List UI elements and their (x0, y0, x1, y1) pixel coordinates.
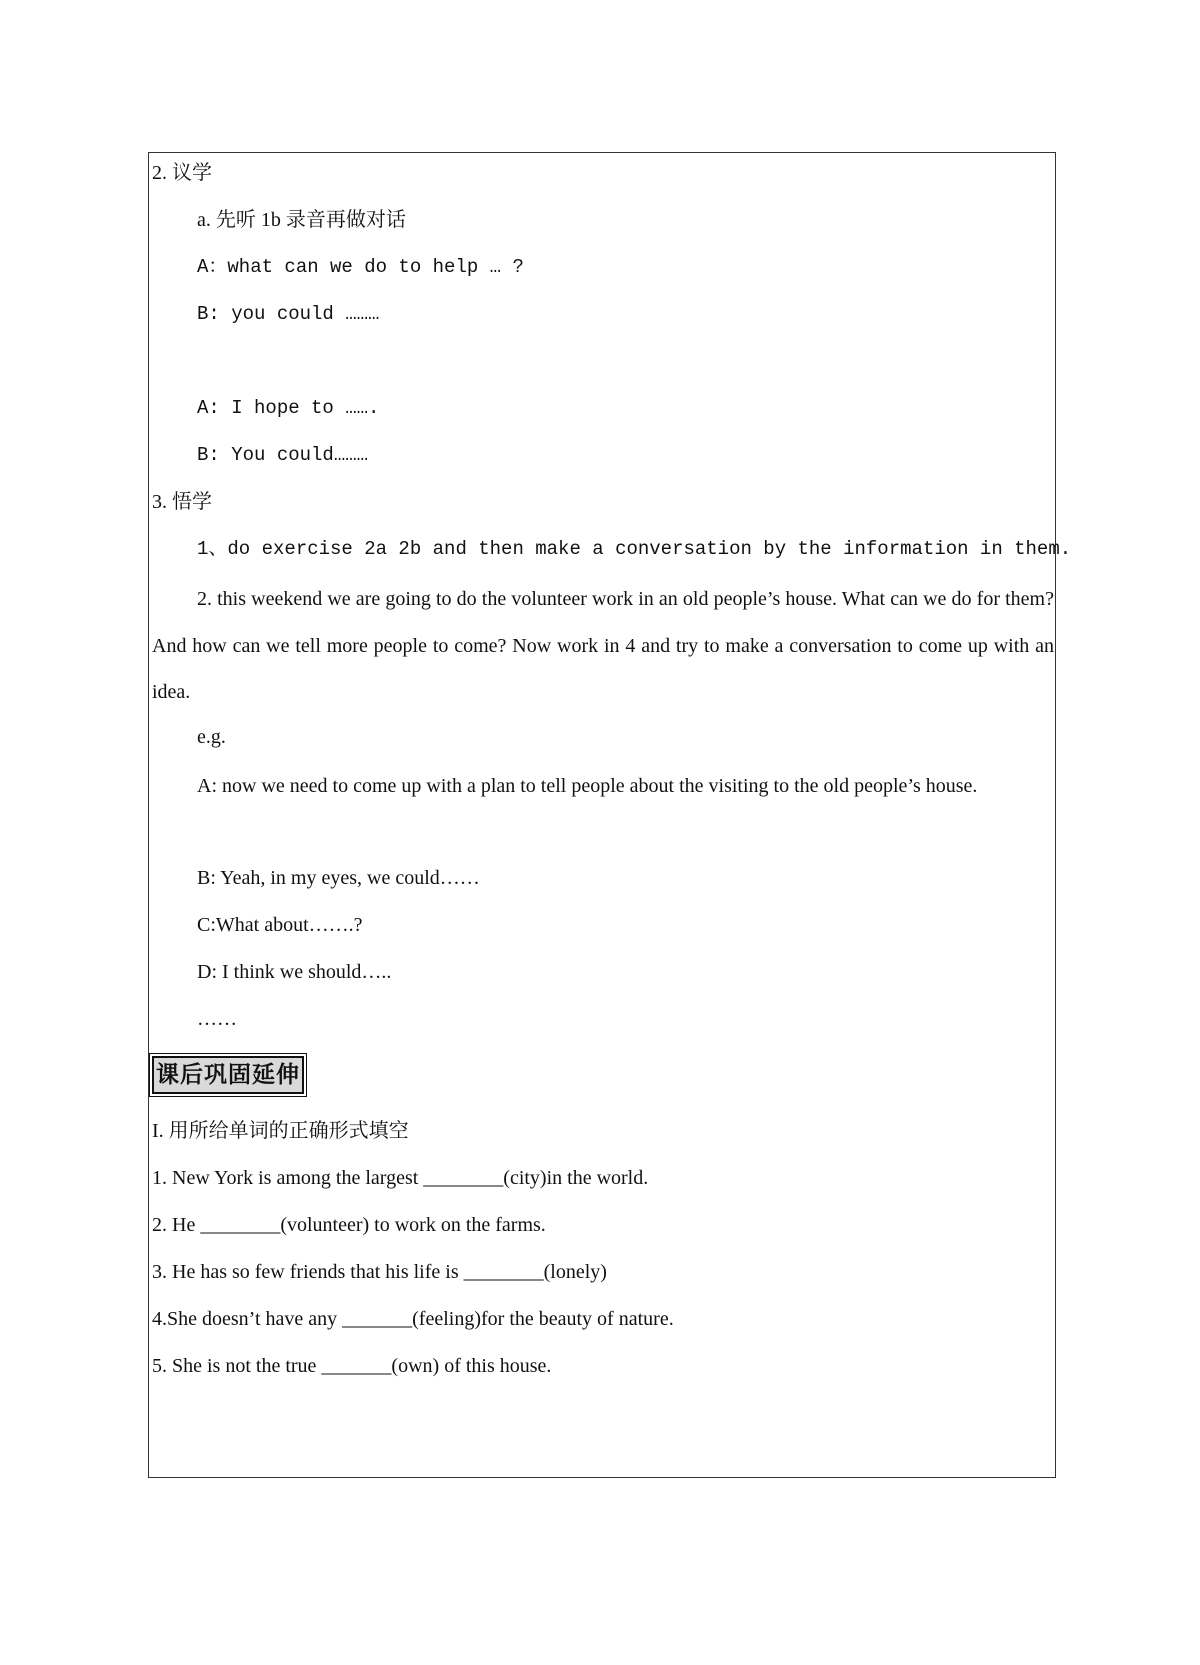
listening-instruction: a. 先听 1b 录音再做对话 (197, 209, 406, 231)
exercise-instruction-1: 1、do exercise 2a 2b and then make a conversation by the information in them. (197, 538, 1072, 560)
exercise-instruction-2: 2. this weekend we are going to do the volunteer work in an old people’s house. What can we do for them? And how can we tell more people to come? Now work in 4 and try to make a conversation to come up with an idea. (152, 588, 1054, 703)
section-2-title: 2. 议学 (152, 162, 212, 184)
dialog-line-a2: A: I hope to ……. (197, 397, 380, 419)
dialog-line-a1: A：what can we do to help … ? (197, 256, 524, 278)
question-4: 4.She doesn’t have any _______(feeling)for the beauty of nature. (152, 1308, 674, 1330)
example-line-c: C:What about…….? (197, 914, 363, 936)
section-3-title: 3. 悟学 (152, 491, 212, 513)
example-line-d: D: I think we should….. (197, 961, 392, 983)
example-ellipsis: …… (197, 1008, 237, 1030)
question-2: 2. He ________(volunteer) to work on the farms. (152, 1214, 546, 1236)
dialog-line-b1: B: you could ……… (197, 303, 380, 325)
question-5: 5. She is not the true _______(own) of this house. (152, 1355, 552, 1377)
extension-heading: 课后巩固延伸 (152, 1056, 304, 1094)
question-1: 1. New York is among the largest ________(city)in the world. (152, 1167, 649, 1189)
dialog-line-b2: B: You could……… (197, 444, 369, 466)
example-line-a: A: now we need to come up with a plan to tell people about the visiting to the old people’s house. (197, 775, 978, 797)
example-label: e.g. (197, 726, 226, 748)
fill-in-instructions: I. 用所给单词的正确形式填空 (152, 1120, 409, 1142)
example-line-b: B: Yeah, in my eyes, we could…… (197, 867, 480, 889)
question-3: 3. He has so few friends that his life is ________(lonely) (152, 1261, 607, 1283)
